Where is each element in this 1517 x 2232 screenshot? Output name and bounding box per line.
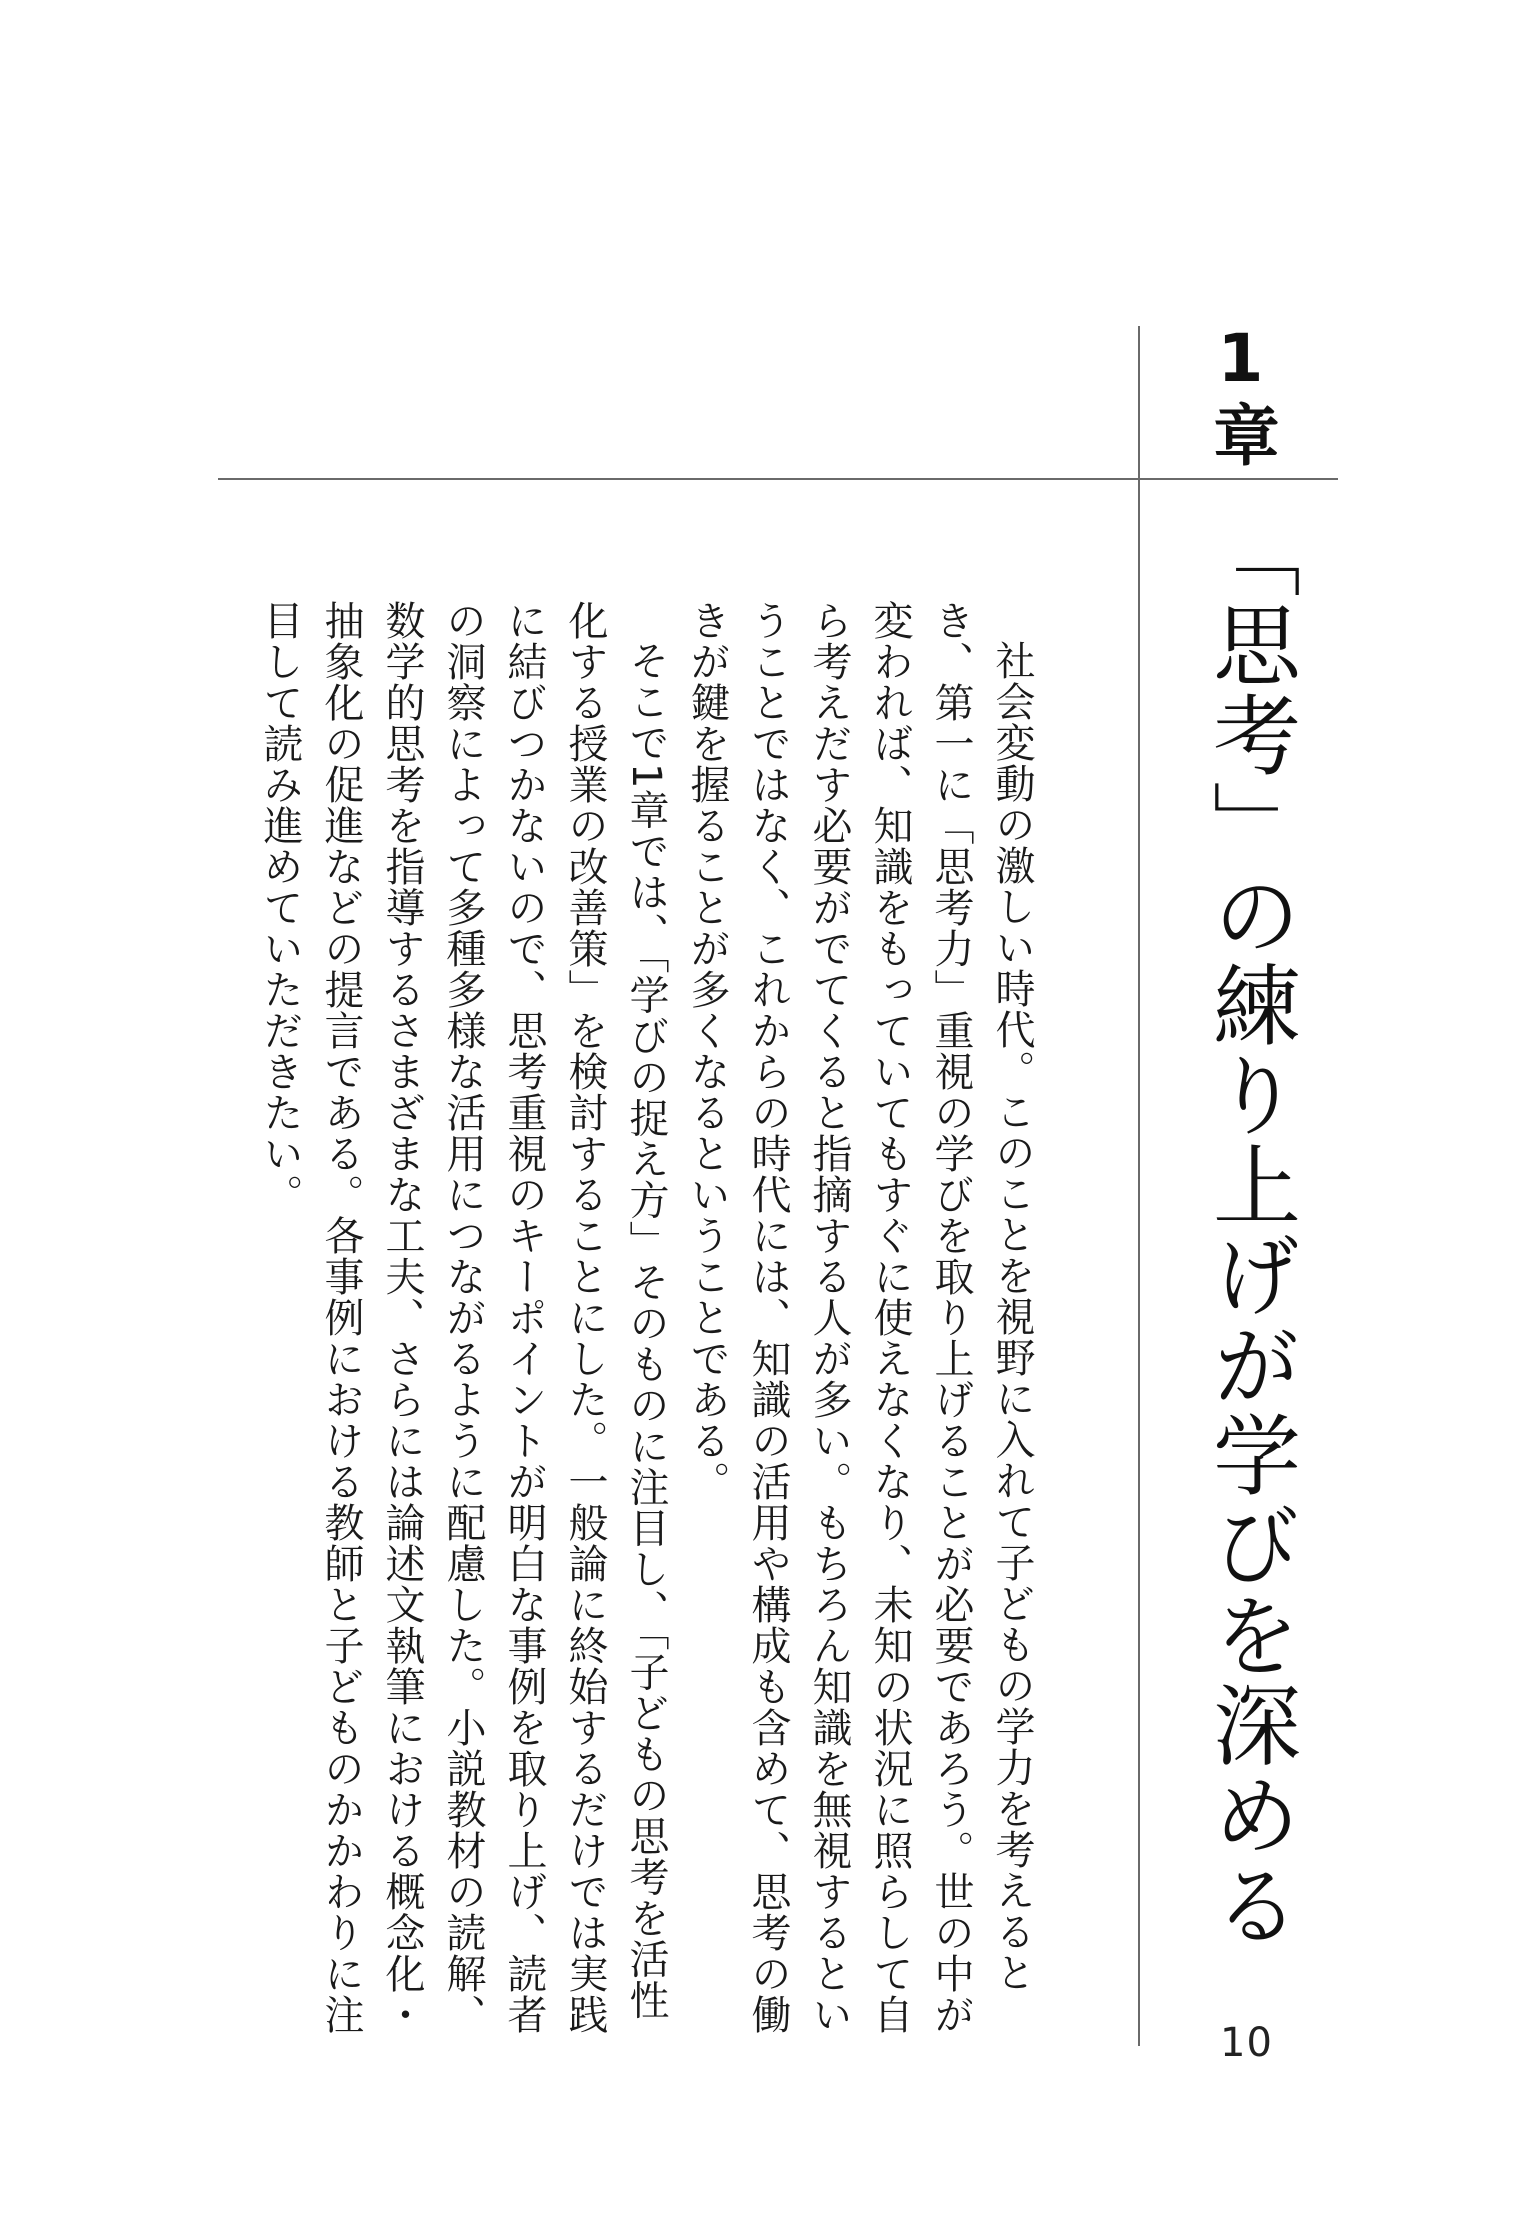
horizontal-divider [218,478,1338,480]
paragraph: そこで1章では、「学びの捉え方」そのものに注目し、「子どもの思考を活性化する授業の改善策」を検討することにした。一般論に終始するだけでは実践に結びつかないので、思考重視のキーポイントが明白な事例を取り上げ、読者の洞察によって多種多様な活用につながるように配慮した。小説教材の読解、数学的思考を指導するさまざまな工夫、さらには論述文執筆における概念化・抽象化の促進などの提言である。各事例における教師と子どものかかわりに注目して読み進めていただきたい。 [257,600,669,2035]
vertical-divider [1138,326,1140,2046]
paragraph: 社会変動の激しい時代。このことを視野に入れて子どもの学力を考えるとき、第一に「思考力」重視の学びを取り上げることが必要であろう。世の中が変われば、知識をもっていてもすぐに使えなくなり、未知の状況に照らして自ら考えだす必要がでてくると指摘する人が多い。もちろん知識を無視するということではなく、これからの時代には、知識の活用や構成も含めて、思考の働きが鍵を握ることが多くなるということである。 [684,600,1035,2035]
chapter-label: 1章 [1202,320,1279,471]
chapter-title: 「思考」の練り上げが学びを深める [1199,510,1302,1950]
page-number: 10 [1220,2020,1273,2066]
body-text [212,600,1042,2060]
